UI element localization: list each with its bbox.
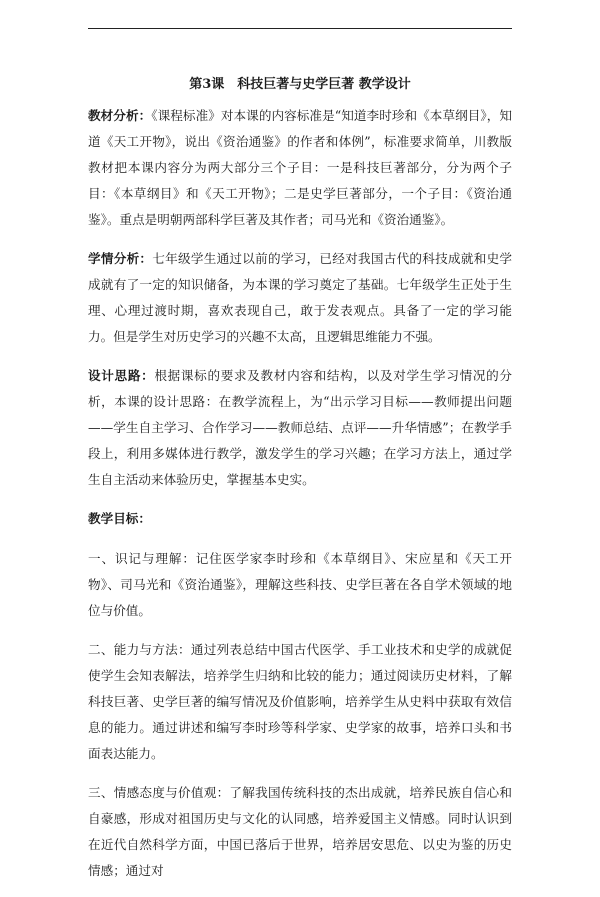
objective-item-2: 二、能力与方法：通过列表总结中国古代医学、手工业技术和史学的成就促使学生会知表解法，培养学生归纳和比较的能力；通过阅读历史材料，了解科技巨著、史学巨著的编写情况及价值影响，培养学生从史料中获取有效信息的能力。通过讲述和编写李时珍等科学家、史学家的故事，培养口头和书面表达能力。 <box>88 642 512 761</box>
materials-analysis-paragraph <box>88 103 512 233</box>
materials-analysis-label: 教材分析： <box>88 108 152 123</box>
materials-analysis-text: 《课程标准》对本课的内容标准是“知道李时珍和《本草纲目》，知道《天工开物》，说出《资治通鉴》的作者和体例”，标准要求简单，川教版教材把本课内容分为两大部分三个子目：一是科技巨著部分，分为两个子目：《本草纲目》和《天工开物》；二是史学巨著部分，一个子目：《资治通鉴》。重点是明朝两部科学巨著及其作者；司马光和《资治通鉴》。 <box>88 108 513 227</box>
header-rule <box>88 28 512 29</box>
design-idea-paragraph <box>88 363 512 493</box>
document-title: 第3课 科技巨著与史学巨著 教学设计 <box>189 77 411 92</box>
design-idea-text: 根据课标的要求及教材内容和结构，以及对学生学习情况的分析，本课的设计思路：在教学流程上，为“出示学习目标——教师提出问题——学生自主学习、合作学习——教师总结、点评——升华情感”；在教学手段上，利用多媒体进行教学，激发学生的学习兴趣；在学习方法上，通过学生自主活动来体验历史，掌握基本史实。 <box>88 368 513 487</box>
document-body <box>88 103 512 897</box>
student-analysis-paragraph <box>88 246 512 350</box>
objective-item-3: 三、情感态度与价值观：了解我国传统科技的杰出成就，培养民族自信心和自豪感，形成对祖国历史与文化的认同感，培养爱国主义情感。同时认识到在近代自然科学方面，中国已落后于世界，培养居安思危、以史为鉴的历史情感；通过对 <box>88 785 512 878</box>
objective-item-1: 一、识记与理解：记住医学家李时珍和《本草纲目》、宋应星和《天工开物》、司马光和《资治通鉴》，理解这些科技、史学巨著在各自学术领域的地位与价值。 <box>88 551 512 618</box>
student-analysis-label: 学情分析： <box>88 251 153 266</box>
objectives-heading: 教学目标： <box>88 511 151 526</box>
design-idea-label: 设计思路： <box>88 368 155 383</box>
student-analysis-text: 七年级学生通过以前的学习，已经对我国古代的科技成就和史学成就有了一定的知识储备，为本课的学习奠定了基础。七年级学生正处于生理、心理过渡时期，喜欢表现自己，敢于发表观点。具备了一定的学习能力。但是学生对历史学习的兴趣不太高，且逻辑思维能力不强。 <box>88 251 513 344</box>
